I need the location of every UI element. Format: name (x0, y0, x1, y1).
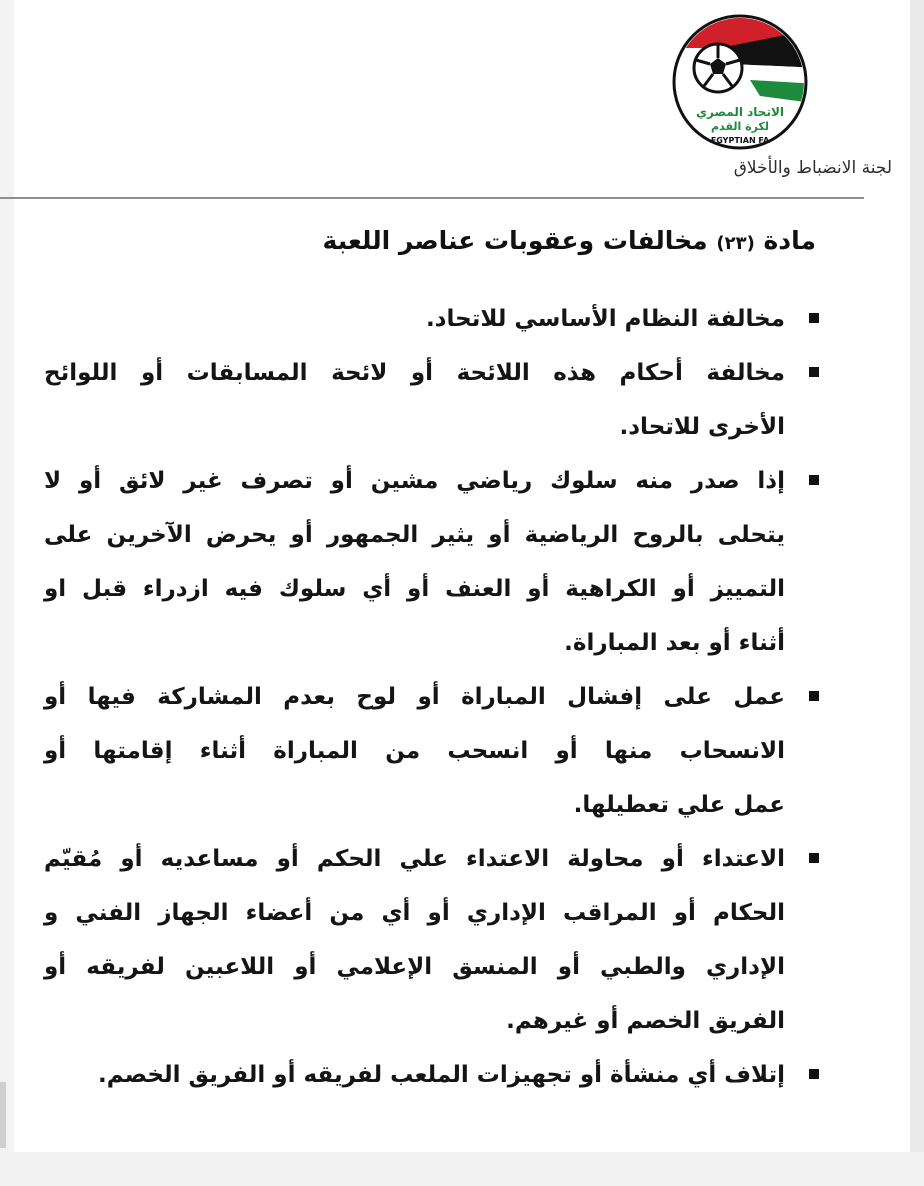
list-item (44, 454, 819, 670)
item-line: الحكام أو المراقب الإداري أو أي من أعضاء الجهاز الفني و (44, 900, 785, 926)
item-line: مخالفة أحكام هذه اللائحة أو لائحة المسابقات أو اللوائح (44, 360, 785, 386)
list-item (44, 1048, 819, 1102)
bullet-icon (809, 313, 819, 323)
item-line: أثناء أو بعد المباراة. (564, 630, 785, 656)
bullet-icon (809, 475, 819, 485)
item-line: عمل علي تعطيلها. (573, 792, 785, 818)
item-line: الانسحاب منها أو انسحب من المباراة أثناء إقامتها أو (44, 738, 785, 764)
article-heading (323, 226, 816, 255)
item-line: الأخرى للاتحاد. (619, 414, 785, 440)
bullet-icon (809, 1069, 819, 1079)
item-line: إتلاف أي منشأة أو تجهيزات الملعب لفريقه أو الفريق الخصم. (97, 1062, 785, 1088)
bullet-icon (809, 853, 819, 863)
item-line: مخالفة النظام الأساسي للاتحاد. (425, 306, 785, 332)
item-line: الاعتداء أو محاولة الاعتداء علي الحكم أو مساعديه أو مُقيّم (44, 846, 785, 872)
list-item (44, 346, 819, 454)
logo-text-en: EGYPTIAN FA (710, 136, 770, 145)
list-item (44, 832, 819, 1048)
article-label: مادة (763, 226, 816, 255)
item-line: يتحلى بالروح الرياضية أو يثير الجمهور أو يحرض الآخرين على (44, 522, 785, 548)
item-line: الإداري والطبي أو المنسق الإعلامي أو اللاعبين لفريقه أو (44, 954, 785, 980)
violations-list (44, 292, 819, 1102)
bottom-band (0, 1152, 924, 1186)
header-divider (0, 197, 864, 199)
bullet-icon (809, 367, 819, 377)
committee-name: لجنة الانضباط والأخلاق (733, 158, 892, 178)
item-line: التمييز أو الكراهية أو العنف أو أي سلوك فيه ازدراء قبل او (44, 576, 785, 602)
item-line: الفريق الخصم أو غيرهم. (506, 1008, 785, 1034)
item-line: عمل على إفشال المباراة أو لوح بعدم المشاركة فيها أو (44, 684, 785, 710)
logo-text-ar-1: الاتحاد المصري (696, 105, 784, 119)
item-line: إذا صدر منه سلوك رياضي مشين أو تصرف غير لائق أو لا (44, 468, 785, 494)
left-edge-mark (0, 1082, 6, 1148)
list-item (44, 670, 819, 832)
logo-text-ar-2: لكرة القدم (711, 120, 769, 133)
egyptian-fa-logo-icon (660, 14, 820, 154)
list-item (44, 292, 819, 346)
article-number: (٢٣) (716, 233, 755, 254)
bullet-icon (809, 691, 819, 701)
article-title-text: مخالفات وعقوبات عناصر اللعبة (322, 226, 708, 255)
right-scroll-rail (910, 0, 924, 1186)
